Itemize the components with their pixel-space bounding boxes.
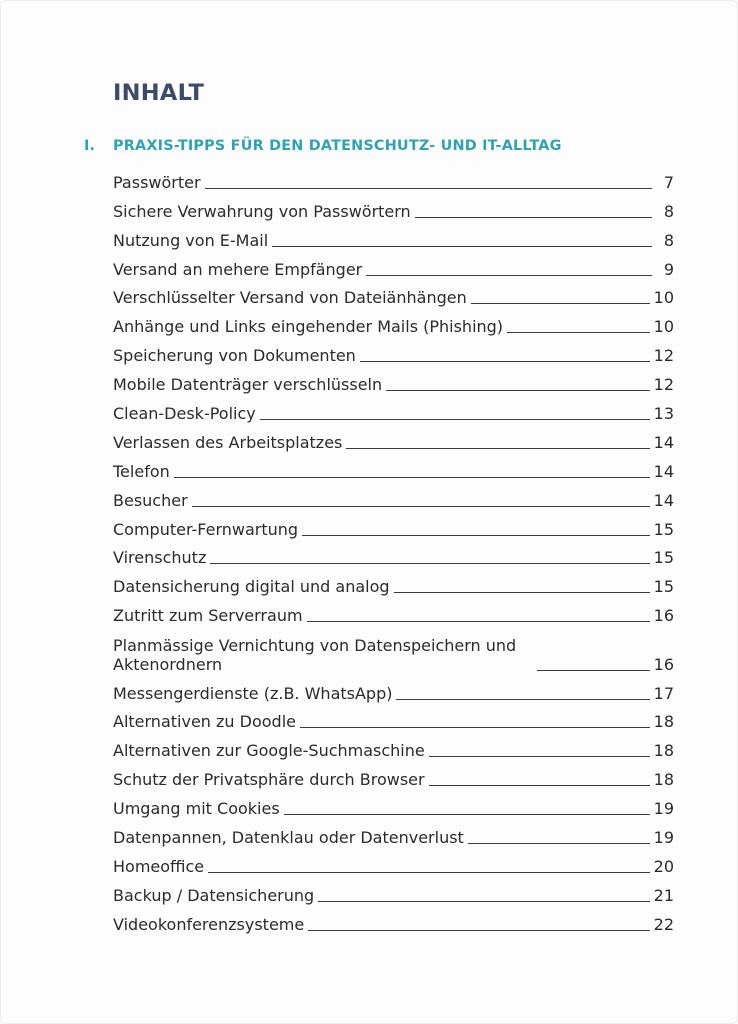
toc-entry-title: Telefon [113,461,170,481]
toc-page-number: 19 [653,827,674,847]
toc-entry-title: Umgang mit Cookies [113,799,280,819]
toc-entry-title: Passwörter [113,172,201,192]
toc-page-number: 12 [653,346,674,366]
toc-page-number: 19 [653,799,674,819]
toc-entry-title: Schutz der Privatsphäre durch Browser [113,770,425,790]
toc-entry-title: Homeoffice [113,856,205,876]
dotted-leader [308,929,649,931]
dotted-leader [307,620,650,622]
toc-entry-title: Computer-Fernwartung [113,519,299,539]
toc-entry [113,877,674,906]
toc-entry-title: Alternativen zu Doodle [113,712,296,732]
toc-entry [113,819,674,848]
dotted-leader [300,726,650,728]
toc-entry [113,790,674,819]
section-heading [84,138,684,158]
toc-page-number: 12 [653,375,674,395]
toc-page-number: 8 [663,230,674,250]
toc-page-number: 16 [653,606,674,626]
toc-page-number: 18 [653,712,674,732]
toc-entry [113,540,674,569]
dotted-leader [318,900,649,902]
dotted-leader [210,562,649,564]
toc-page-number: 13 [653,404,674,424]
toc-entry [113,280,674,309]
dotted-leader [415,216,652,218]
toc-page-number: 10 [653,288,674,308]
toc-entry [113,395,674,424]
toc-page-number: 22 [653,914,674,934]
toc-entry [113,482,674,511]
dotted-leader [507,331,650,333]
dotted-leader [302,534,650,536]
dotted-leader [468,842,650,844]
toc-entry [113,626,674,674]
toc-entry [113,164,674,193]
dotted-leader [396,698,649,700]
dotted-leader [205,187,652,189]
toc-entry [113,848,674,877]
toc-entry-title: Mobile Datenträger verschlüsseln [113,375,383,395]
toc-entry-title: Verschlüsselter Versand von Dateiänhängen [113,288,467,308]
toc-entry [113,222,674,251]
toc-page-number: 8 [663,201,674,221]
toc-entry-title: Speicherung von Dokumenten [113,346,356,366]
toc-entry-title: Backup / Datensicherung [113,885,315,905]
toc-entry [113,511,674,540]
toc-entry [113,761,674,790]
toc-page-number: 7 [663,172,674,192]
toc-entry [113,424,674,453]
toc-list [113,164,674,935]
section-number: I. [84,138,96,154]
toc-entry [113,906,674,935]
dotted-leader [346,447,649,449]
dotted-leader [272,245,652,247]
toc-entry [113,675,674,704]
toc-page-number: 10 [653,317,674,337]
toc-entry-title: Messengerdienste (z.B. WhatsApp) [113,683,393,703]
toc-entry-title: Nutzung von E-Mail [113,230,269,250]
toc-page-number: 15 [653,519,674,539]
toc-entry-title: Versand an mehere Empfänger [113,259,363,279]
section-title: PRAXIS-TIPPS FÜR DEN DATENSCHUTZ- UND IT-ALLTAG [113,138,562,154]
dotted-leader [366,274,652,276]
toc-entry-title: Anhänge und Links eingehender Mails (Phishing) [113,317,504,337]
dotted-leader [429,784,650,786]
dotted-leader [174,476,650,478]
toc-page-number: 14 [653,490,674,510]
toc-entry [113,308,674,337]
dotted-leader [386,389,650,391]
toc-page-number: 14 [653,461,674,481]
dotted-leader [537,669,650,671]
toc-entry [113,597,674,626]
toc-entry-title: Zutritt zum Serverraum [113,606,303,626]
dotted-leader [471,302,650,304]
toc-page-number: 15 [653,577,674,597]
toc-entry-title: Planmässige Vernichtung von Datenspeichern und Aktenordnern [113,635,517,675]
page-title: INHALT [113,80,205,106]
toc-entry-title: Besucher [113,490,188,510]
toc-entry [113,251,674,280]
dotted-leader [394,591,650,593]
toc-page-number: 21 [653,885,674,905]
toc-entry-title: Datensicherung digital und analog [113,577,390,597]
toc-page-number: 9 [663,259,674,279]
dotted-leader [208,871,649,873]
toc-entry [113,704,674,733]
toc-entry [113,568,674,597]
toc-entry-title: Clean-Desk-Policy [113,404,256,424]
dotted-leader [360,360,650,362]
toc-entry [113,366,674,395]
toc-page-number: 16 [653,654,674,674]
dotted-leader [284,813,650,815]
toc-entry-title: Datenpannen, Datenklau oder Datenverlust [113,827,464,847]
toc-entry-title: Verlassen des Arbeitsplatzes [113,432,343,452]
toc-page-number: 17 [653,683,674,703]
toc-page-number: 15 [653,548,674,568]
toc-entry [113,337,674,366]
toc-entry-title: Sichere Verwahrung von Passwörtern [113,201,411,221]
dotted-leader [192,505,650,507]
toc-page-number: 20 [653,856,674,876]
toc-page-number: 14 [653,432,674,452]
toc-page-number: 18 [653,741,674,761]
toc-page-number: 18 [653,770,674,790]
toc-entry [113,193,674,222]
toc-entry-title: Virenschutz [113,548,207,568]
dotted-leader [260,418,650,420]
toc-entry [113,453,674,482]
toc-entry [113,732,674,761]
toc-entry-title: Videokonferenzsysteme [113,914,305,934]
dotted-leader [429,755,650,757]
toc-entry-title: Alternativen zur Google-Suchmaschine [113,741,425,761]
